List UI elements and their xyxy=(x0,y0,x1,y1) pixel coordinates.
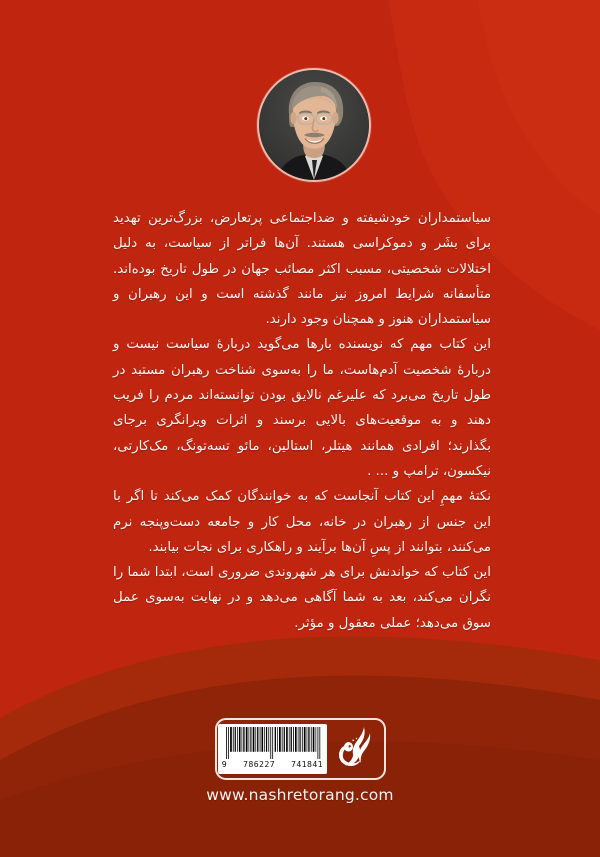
back-cover-blurb xyxy=(113,206,491,636)
blurb-paragraph-2: این کتاب مهم که نویسنده بارها می‌گوید دربارهٔ سیاست نیست و دربارهٔ شخصیت آدم‌هاست، ما را به‌سوی شناخت رهبران مستبد در طول تاریخ می‌برد که علیرغم نالایق بودن توانسته‌اند مردم را فریب دهند و به موقعیت‌های بالایی برسند و اثرات ویرانگری برجای بگذارند؛ افرادی همانند هیتلر، استالین، مائو تسه‌تونگ، مک‌کارتی، نیکسون، ترامپ و ... . xyxy=(113,337,491,479)
publisher-plate xyxy=(215,718,386,780)
blurb-paragraph-3: نکتهٔ مهمِ این کتاب آنجاست که به خوانندگان کمک می‌کند تا اگر با این جنس از رهبران در خانه، محل کار و جامعه دست‌وپنجه نرم می‌کنند، بتوانند از پسِ آن‌ها برآیند و راهکاری برای نجات بیابند. xyxy=(113,489,491,555)
author-portrait xyxy=(257,68,371,182)
publisher-website[interactable]: www.nashretorang.com xyxy=(206,786,394,804)
isbn-barcode xyxy=(218,724,327,774)
barcode-digits: 9 786227 741841 xyxy=(221,759,323,769)
barcode-bars xyxy=(222,727,323,759)
author-portrait-image xyxy=(259,70,369,180)
publisher-logo-icon xyxy=(333,725,377,773)
blurb-paragraph-4: این کتاب که خواندنش برای هر شهروندی ضروری است، ابتدا شما را نگران می‌کند، بعد به شما آگاهی می‌دهد و در نهایت به‌سوی عمل سوق می‌دهد؛ عملی معقول و مؤثر. xyxy=(113,565,491,631)
blurb-paragraph-1: سیاستمداران خودشیفته و ضداجتماعی پرتعارض، بزرگ‌ترین تهدید برای بشَر و دموکراسی هستند. آن‌ها فراتر از سیاست، به دلیل اختلالات شخصیتی، مسبب اکثر مصائب جهان در طول تاریخ بوده‌اند. متأسفانه شرایط امروز نیز مانند گذشته است و این رهبران و سیاستمداران هنوز و همچنان وجود دارند. xyxy=(113,211,491,328)
